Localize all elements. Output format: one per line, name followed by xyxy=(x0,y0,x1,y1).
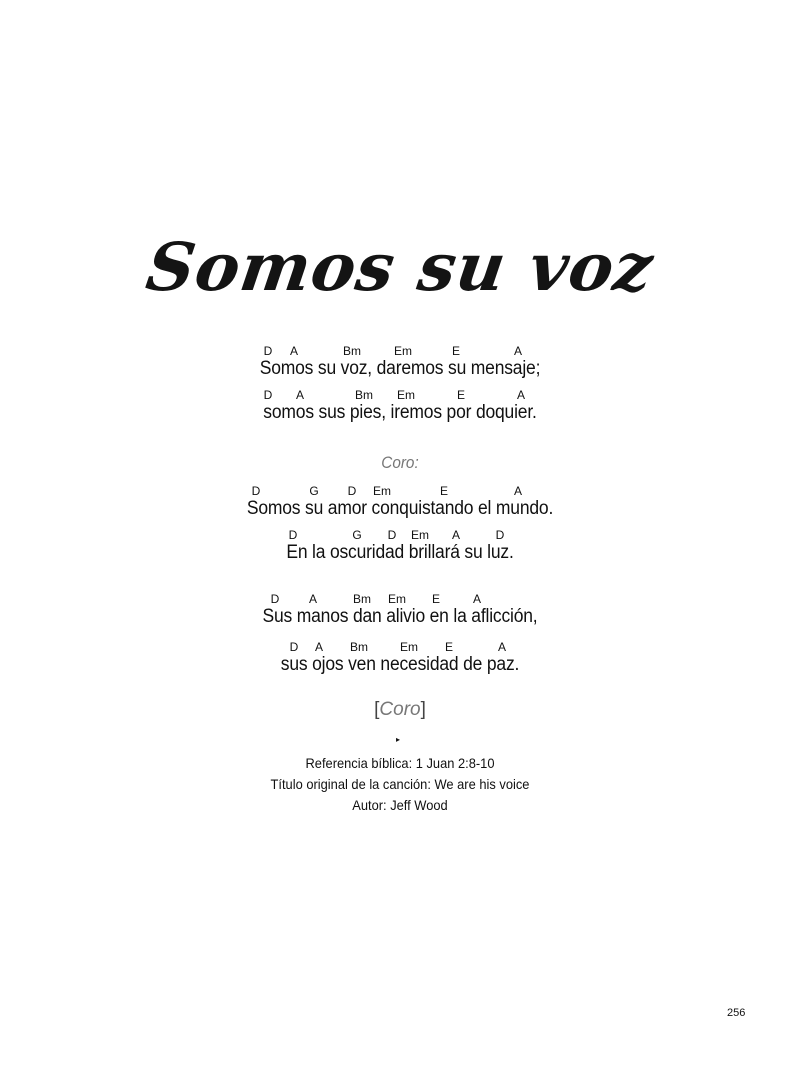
chord: Bm xyxy=(350,640,368,654)
chord: Em xyxy=(388,592,406,606)
chord: Bm xyxy=(353,592,371,606)
lyric-line: En la oscuridad brillará su luz. xyxy=(286,542,514,563)
bracket-close: ] xyxy=(420,699,426,720)
chorus-label: Coro: xyxy=(381,453,419,472)
chord: Em xyxy=(397,388,415,402)
song-title: Somos su voz xyxy=(141,228,659,306)
chord: D xyxy=(251,484,261,498)
triangle-marker-icon: ▸ xyxy=(396,735,401,744)
song-credits xyxy=(32,753,768,816)
chord: Em xyxy=(411,528,429,542)
chord: A xyxy=(451,528,461,542)
original-title: Título original de la canción: We are his voice xyxy=(270,776,530,792)
verse-2 xyxy=(0,592,800,676)
chord: A xyxy=(308,592,318,606)
chord: E xyxy=(456,388,466,402)
chord: D xyxy=(495,528,505,542)
chord: A xyxy=(513,344,523,358)
chord: A xyxy=(295,388,305,402)
chord: Bm xyxy=(355,388,373,402)
chord: D xyxy=(387,528,397,542)
chord: D xyxy=(288,528,298,542)
chord: D xyxy=(263,344,273,358)
chord: D xyxy=(270,592,280,606)
chord: D xyxy=(263,388,273,402)
chord: E xyxy=(431,592,441,606)
chord: E xyxy=(439,484,449,498)
lyric-line: sus ojos ven necesidad de paz. xyxy=(280,654,520,675)
lyric-line: Sus manos dan alivio en la aflicción, xyxy=(262,606,538,627)
verse-1 xyxy=(0,344,800,424)
chorus xyxy=(0,484,800,564)
chorus-reference-label: Coro xyxy=(379,699,421,720)
author: Autor: Jeff Wood xyxy=(352,797,448,813)
chord: A xyxy=(513,484,523,498)
chord-row xyxy=(0,592,800,606)
bracket-open: [ xyxy=(374,699,380,720)
chord: Em xyxy=(373,484,391,498)
chord: A xyxy=(289,344,299,358)
chord: A xyxy=(516,388,526,402)
bible-reference: Referencia bíblica: 1 Juan 2:8-10 xyxy=(305,755,495,771)
chord: Em xyxy=(394,344,412,358)
chord: D xyxy=(347,484,357,498)
chord: E xyxy=(451,344,461,358)
chord: Em xyxy=(400,640,418,654)
chord-row xyxy=(0,640,800,654)
chorus-reference xyxy=(0,699,800,721)
chord-row xyxy=(0,344,800,358)
chord: A xyxy=(472,592,482,606)
chord: G xyxy=(309,484,319,498)
chord: E xyxy=(444,640,454,654)
chord: D xyxy=(289,640,299,654)
page-number: 256 xyxy=(727,1007,746,1019)
chord-row xyxy=(0,528,800,542)
chord: Bm xyxy=(343,344,361,358)
chord-row xyxy=(0,484,800,498)
chord: A xyxy=(314,640,324,654)
lyric-line: Somos su voz, daremos su mensaje; xyxy=(259,358,541,379)
lyric-line: somos sus pies, iremos por doquier. xyxy=(263,402,537,423)
lyric-line: Somos su amor conquistando el mundo. xyxy=(246,498,554,519)
chord-row xyxy=(0,388,800,402)
chord: A xyxy=(497,640,507,654)
chord: G xyxy=(352,528,362,542)
